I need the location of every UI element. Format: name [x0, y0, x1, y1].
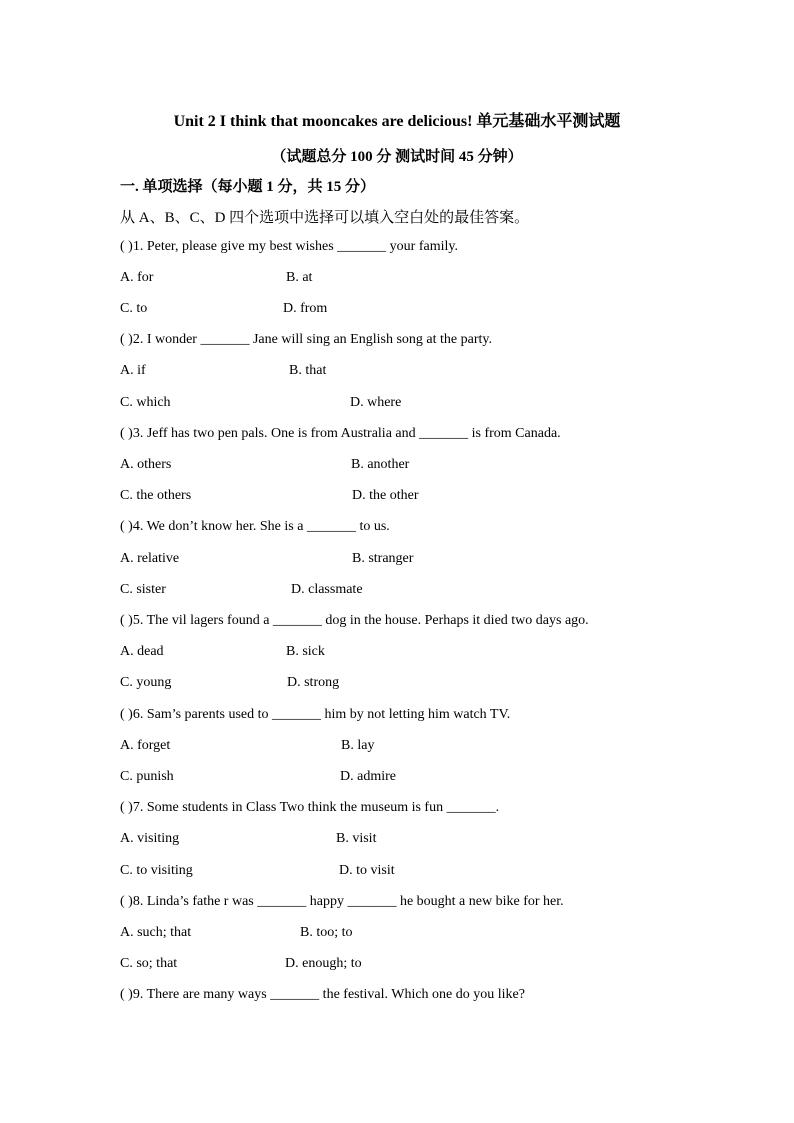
- question-9: ( )9. There are many ways _______ the festival. Which one do you like?: [120, 987, 525, 1002]
- q7-option-a: A. visiting: [120, 831, 180, 846]
- exam-info: （试题总分 100 分 测试时间 45 分钟）: [271, 149, 523, 165]
- q1-option-a: A. for: [120, 270, 154, 285]
- q7-option-d: D. to visit: [339, 863, 395, 878]
- q5-option-c: C. young: [120, 675, 172, 690]
- q8-option-a: A. such; that: [120, 925, 192, 940]
- page-title: Unit 2 I think that mooncakes are delicious! 单元基础水平测试题: [173, 113, 621, 130]
- question-6: ( )6. Sam’s parents used to _______ him by not letting him watch TV.: [120, 707, 511, 722]
- q6-option-b: B. lay: [341, 738, 375, 753]
- q2-option-d: D. where: [350, 395, 402, 410]
- q4-option-a: A. relative: [120, 551, 180, 566]
- q1-option-d: D. from: [283, 301, 328, 316]
- q3-option-c: C. the others: [120, 488, 192, 503]
- q6-option-c: C. punish: [120, 769, 174, 784]
- question-5: ( )5. The vil lagers found a _______ dog in the house. Perhaps it died two days ago.: [120, 613, 589, 628]
- q4-option-b: B. stranger: [352, 551, 414, 566]
- q6-option-d: D. admire: [340, 769, 396, 784]
- q8-option-c: C. so; that: [120, 956, 178, 971]
- q7-option-c: C. to visiting: [120, 863, 193, 878]
- question-7: ( )7. Some students in Class Two think the museum is fun _______.: [120, 800, 500, 815]
- q5-option-d: D. strong: [287, 675, 340, 690]
- q8-option-b: B. too; to: [300, 925, 353, 940]
- section-heading: 一. 单项选择（每小题 1 分，共 15 分）: [120, 179, 376, 195]
- q5-option-b: B. sick: [286, 644, 325, 659]
- q2-option-b: B. that: [289, 363, 327, 378]
- q6-option-a: A. forget: [120, 738, 171, 753]
- question-3: ( )3. Jeff has two pen pals. One is from Australia and _______ is from Canada.: [120, 426, 561, 441]
- question-4: ( )4. We don’t know her. She is a _______ to us.: [120, 519, 390, 534]
- q1-option-b: B. at: [286, 270, 313, 285]
- q2-option-c: C. which: [120, 395, 171, 410]
- q8-option-d: D. enough; to: [285, 956, 362, 971]
- q4-option-d: D. classmate: [291, 582, 363, 597]
- q3-option-d: D. the other: [352, 488, 419, 503]
- question-2: ( )2. I wonder _______ Jane will sing an English song at the party.: [120, 332, 492, 347]
- question-1: ( )1. Peter, please give my best wishes _______ your family.: [120, 239, 458, 254]
- section-instruction: 从 A、B、C、D 四个选项中选择可以填入空白处的最佳答案。: [120, 210, 530, 226]
- q4-option-c: C. sister: [120, 582, 166, 597]
- q1-option-c: C. to: [120, 301, 148, 316]
- q2-option-a: A. if: [120, 363, 146, 378]
- question-8: ( )8. Linda’s fathe r was _______ happy _______ he bought a new bike for her.: [120, 894, 564, 909]
- q3-option-a: A. others: [120, 457, 172, 472]
- q7-option-b: B. visit: [336, 831, 377, 846]
- q3-option-b: B. another: [351, 457, 410, 472]
- q5-option-a: A. dead: [120, 644, 164, 659]
